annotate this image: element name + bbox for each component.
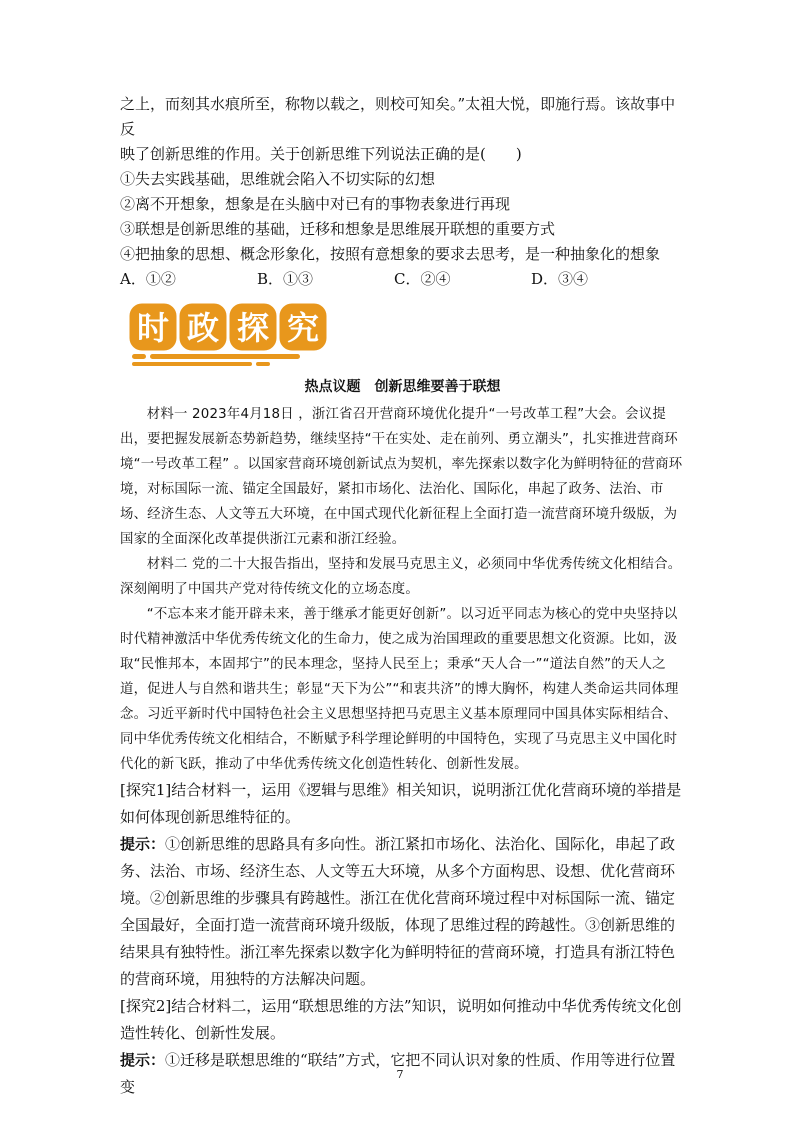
page-number: 7 bbox=[396, 1068, 404, 1081]
statement-4: ④把抽象的思想、概念形象化，按照有意想象的要求去思考，是一种抽象化的想象 bbox=[120, 245, 661, 263]
statement-2: ②离不开想象，想象是在头脑中对已有的事物表象进行再现 bbox=[120, 195, 511, 213]
explore-1-text: 结合材料一，运用《逻辑与思维》相关知识，说明浙江优化营商环境的举措是如何体现创新思维特征的。 bbox=[120, 781, 682, 826]
option-b: B．①③ bbox=[257, 270, 314, 288]
material-1: 材料一 2023年4月18日 ，浙江省召开营商环境优化提升“一号改革工程”大会。会议提出，要把握发展新态势新趋势，继续坚持“干在实处、走在前列、勇立潮头”，扎实推进营商环境“一号改革工程” 。以国家营商环境创新试点为契机，率先探索以数字化为鲜明特征的营商环境，对标国际一流、锚定全国最好，紧扣市场化、法治化、国际化，串起了政务、法治、市场、经济生态、人文等五大环境，在中国式现代化新征程上全面打造一流营商环境升级版，为国家的全面深化改革提供浙江元素和浙江经验。 bbox=[120, 407, 683, 547]
hint-1 bbox=[120, 831, 685, 993]
hint-2-tag: 提示： bbox=[120, 1051, 166, 1069]
banner-tile-3 bbox=[228, 302, 278, 352]
explore-2-text: 结合材料二，运用“联想思维的方法”知识，说明如何推动中华优秀传统文化创造性转化、创新性发展。 bbox=[120, 997, 682, 1042]
option-c: C．②④ bbox=[394, 270, 451, 288]
section-banner bbox=[126, 298, 336, 370]
explore-2 bbox=[120, 993, 685, 1047]
banner-tile-1 bbox=[128, 302, 178, 352]
question-stem-line2: 映了创新思维的作用。关于创新思维下列说法正确的是( ) bbox=[120, 145, 522, 163]
statement-1: ①失去实践基础，思维就会陷入不切实际的幻想 bbox=[120, 170, 436, 188]
option-d: D．③④ bbox=[531, 270, 589, 288]
hot-topic-title: 热点议题 创新思维要善于联想 bbox=[304, 379, 501, 395]
explore-1 bbox=[120, 777, 685, 831]
page-content bbox=[120, 92, 685, 1101]
hint-2-text: ①迁移是联想思维的“联结”方式，它把不同认识对象的性质、作用等进行位置变 bbox=[120, 1051, 676, 1096]
hint-1-text: ①创新思维的思路具有多向性。浙江紧扣市场化、法治化、国际化，串起了政务、法治、市场、经济生态、人文等五大环境，从多个方面构思、设想、优化营商环境。②创新思维的步骤具有跨越性。浙江在优化营商环境过程中对标国际一流、锚定全国最好，全面打造一流营商环境升级版，体现了思维过程的跨越性。③创新思维的结果具有独特性。浙江率先探索以数字化为鲜明特征的营商环境，打造具有浙江特色的营商环境，用独特的方法解决问题。 bbox=[120, 835, 676, 988]
explore-1-tag: [探究1] bbox=[120, 781, 172, 799]
banner-char-2: 政 bbox=[186, 309, 220, 347]
banner-char-3: 探 bbox=[236, 309, 270, 347]
answer-options bbox=[120, 267, 685, 292]
explore-2-tag: [探究2] bbox=[120, 997, 172, 1015]
banner-underline bbox=[132, 354, 300, 366]
banner-char-4: 究 bbox=[286, 309, 320, 347]
banner-graphic bbox=[126, 298, 336, 370]
statement-3: ③联想是创新思维的基础，迁移和想象是思维展开联想的重要方式 bbox=[120, 220, 556, 238]
question-stem-line1: 之上，而刻其水痕所至，称物以载之，则校可知矣。”太祖大悦，即施行焉。该故事中反 bbox=[120, 95, 676, 138]
material-2-paragraph-1: 材料二 党的二十大报告指出，坚持和发展马克思主义，必须同中华优秀传统文化相结合。深刻阐明了中国共产党对待传统文化的立场态度。 bbox=[120, 557, 682, 597]
hint-1-tag: 提示： bbox=[120, 835, 166, 853]
option-a: A．①② bbox=[120, 270, 176, 288]
banner-char-1: 时 bbox=[136, 309, 170, 347]
material-2-paragraph-2: “不忘本来才能开辟未来，善于继承才能更好创新”。以习近平同志为核心的党中央坚持以时代精神激活中华优秀传统文化的生命力，使之成为治国理政的重要思想文化资源。比如，汲取“民惟邦本，本固邦宁”的民本理念，坚持人民至上；秉承“天人合一”“道法自然”的天人之道，促进人与自然和谐共生；彰显“天下为公”“和衷共济”的博大胸怀，构建人类命运共同体理念。习近平新时代中国特色社会主义思想坚持把马克思主义基本原理同中国具体实际相结合、同中华优秀传统文化相结合，不断赋予科学理论鲜明的中国特色，实现了马克思主义中国化时代化的新飞跃，推动了中华优秀传统文化创造性转化、创新性发展。 bbox=[120, 607, 679, 772]
banner-tile-4 bbox=[278, 302, 328, 352]
banner-tile-2 bbox=[178, 302, 228, 352]
